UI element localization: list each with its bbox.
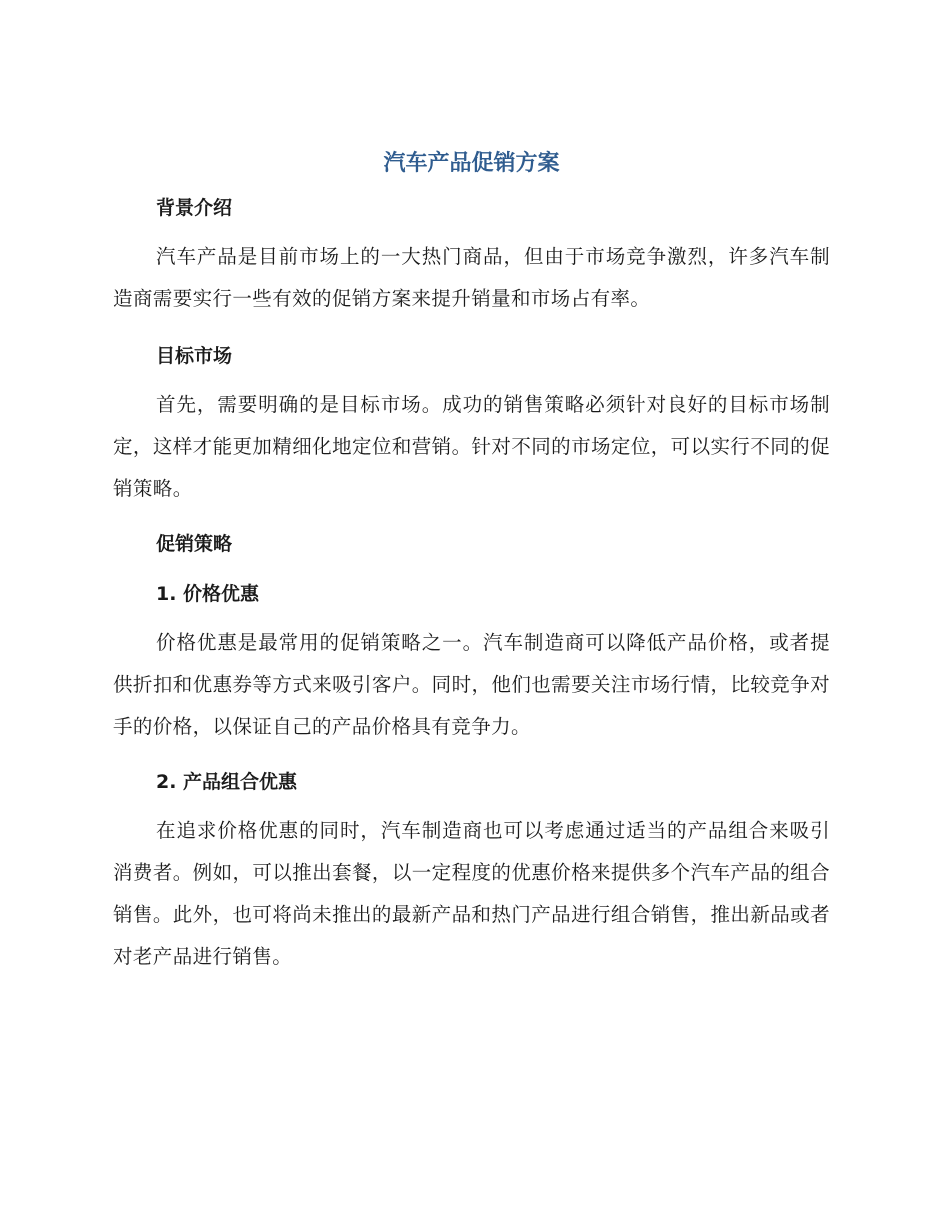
- spacer: [113, 748, 830, 760]
- section-paragraph-price-discount: 价格优惠是最常用的促销策略之一。汽车制造商可以降低产品价格，或者提供折扣和优惠券等方式来吸引客户。同时，他们也需要关注市场行情，比较竞争对手的价格，以保证自己的产品价格具有竞争力。: [113, 631, 830, 738]
- document-body: [113, 142, 830, 978]
- section-heading-promotion-strategy: 促销策略: [156, 533, 233, 555]
- section-paragraph-bundle-discount: 在追求价格优惠的同时，汽车制造商也可以考虑通过适当的产品组合来吸引消费者。例如，可以推出套餐，以一定程度的优惠价格来提供多个汽车产品的组合销售。此外，也可将尚未推出的最新产品和热门产品进行组合销售，推出新品或者对老产品进行销售。: [113, 819, 830, 968]
- section-paragraph-target-market: 首先，需要明确的是目标市场。成功的销售策略必须针对良好的目标市场制定，这样才能更加精细化地定位和营销。针对不同的市场定位，可以实行不同的促销策略。: [113, 393, 830, 500]
- section-heading-price-discount: 1. 价格优惠: [156, 583, 260, 605]
- spacer: [113, 510, 830, 522]
- document-title: 汽车产品促销方案: [383, 151, 560, 176]
- section-heading-target-market: 目标市场: [156, 345, 233, 367]
- section-heading-background: 背景介绍: [156, 197, 233, 219]
- section-heading-bundle-discount: 2. 产品组合优惠: [156, 771, 298, 793]
- section-paragraph-background: 汽车产品是目前市场上的一大热门商品，但由于市场竞争激烈，许多汽车制造商需要实行一些有效的促销方案来提升销量和市场占有率。: [113, 245, 830, 310]
- spacer: [113, 320, 830, 334]
